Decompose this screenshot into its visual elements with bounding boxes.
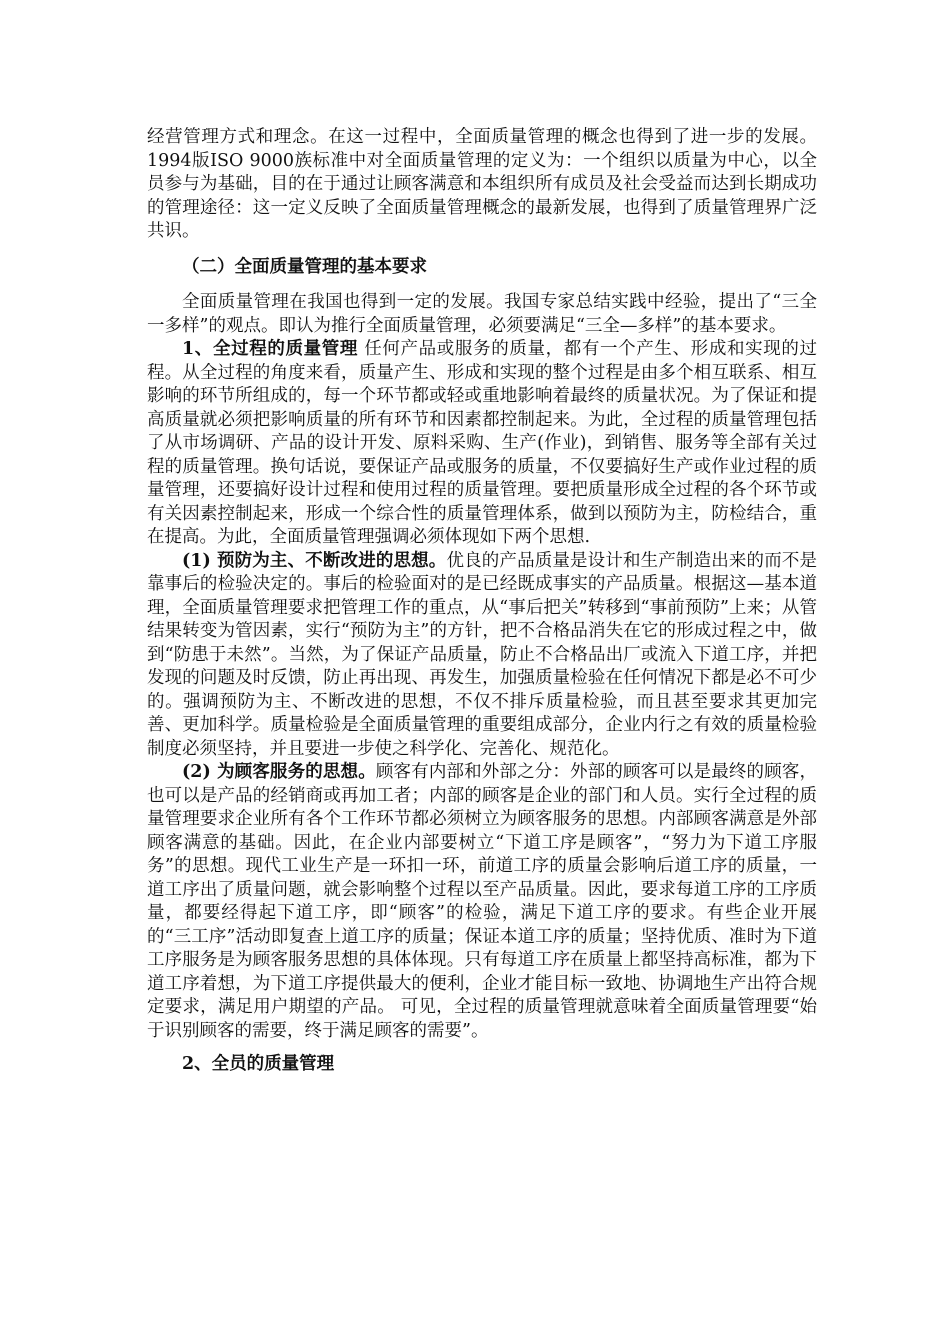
subheading-customer-service: (2) 为顾客服务的思想。 xyxy=(182,762,376,782)
subheading-prevention: (1) 预防为主、不断改进的思想。 xyxy=(182,550,447,571)
subheading-all-staff: 2、全员的质量管理 xyxy=(182,1054,335,1074)
paragraph-customer-service xyxy=(147,761,817,1043)
intro-paragraph: 经营管理方式和理念。在这一过程中，全面质量管理的概念也得到了进一步的发展。1994版ISO 9000族标准中对全面质量管理的定义为：一个组织以质量为中心，以全员参与为基础，目的在于通过让顾客满意和本组织所有成员及社会受益而达到长期成功的管理途径：这一定义反映了全面质量管理概念的最新发展，也得到了质量管理界广泛共识。 xyxy=(147,127,817,241)
document-page xyxy=(147,126,817,1077)
paragraph-three-full-one-diverse: 全面质量管理在我国也得到一定的发展。我国专家总结实践中经验，提出了“三全一多样”的观点。即认为推行全面质量管理，必须要满足“三全—多样”的基本要求。 xyxy=(147,292,817,336)
section-heading-basic-requirements: （二）全面质量管理的基本要求 xyxy=(182,256,427,277)
full-process-body: 任何产品或服务的质量，都有一个产生、形成和实现的过程。从全过程的角度来看，质量产生、形成和实现的整个过程是由多个相互联系、相互影响的环节所组成的，每一个环节都或轻或重地影响着最终的质量状况。为了保证和提高质量就必须把影响质量的所有环节和因素都控制起来。为此，全过程的质量管理包括了从市场调研、产品的设计开发、原料采购、生产(作业)，到销售、服务等全部有关过程的质量管理。换句话说，要保证产品或服务的质量，不仅要搞好生产或作业过程的质量管理，还要搞好设计过程和使用过程的质量管理。要把质量形成全过程的各个环节或有关因素控制起来，形成一个综合性的质量管理体系，做到以预防为主，防检结合，重在提高。为此，全面质量管理强调必须体现如下两个思想. xyxy=(147,339,818,547)
paragraph-prevention xyxy=(147,550,817,762)
subheading-full-process: 1、全过程的质量管理 xyxy=(182,339,359,359)
prevention-body: 优良的产品质量是设计和生产制造出来的而不是靠事后的检验决定的。事后的检验面对的是已经既成事实的产品质量。根据这—基本道理，全面质量管理要求把管理工作的重点，从“事后把关”转移到“事前预防”上来；从管结果转变为管因素，实行“预防为主”的方针，把不合格品消失在它的形成过程之中，做到“防患于未然”。当然，为了保证产品质量，防止不合格品出厂或流入下道工序，并把发现的问题及时反馈，防止再出现、再发生，加强质量检验在任何情况下都是必不可少的。强调预防为主、不断改进的思想，不仅不排斥质量检验，而且甚至要求其更加完善、更加科学。质量检验是全面质量管理的重要组成部分，企业内行之有效的质量检验制度必须坚持，并且要进一步使之科学化、完善化、规范化。 xyxy=(147,550,818,759)
customer-service-body: 顾客有内部和外部之分：外部的顾客可以是最终的顾客，也可以是产品的经销商或再加工者；内部的顾客是企业的部门和人员。实行全过程的质量管理要求企业所有各个工作环节都必须树立为顾客服务的思想。内部顾客满意是外部顾客满意的基础。因此，在企业内部要树立“下道工序是顾客”，“努力为下道工序服务”的思想。现代工业生产是一环扣一环，前道工序的质量会影响后道工序的质量，一道工序出了质量问题，就会影响整个过程以至产品质量。因此，要求每道工序的工序质量，都要经得起下道工序，即“顾客”的检验，满足下道工序的要求。有些企业开展的“三工序”活动即复查上道工序的质量；保证本道工序的质量；坚持优质、准时为下道工序服务是为顾客服务思想的具体体现。只有每道工序在质量上都坚持高标准，都为下道工序着想，为下道工序提供最大的便利，企业才能目标一致地、协调地生产出符合规定要求，满足用户期望的产品。 可见，全过程的质量管理就意味着全面质量管理要“始于识别顾客的需要，终于满足顾客的需要”。 xyxy=(147,762,817,1041)
paragraph-full-process xyxy=(147,338,817,550)
